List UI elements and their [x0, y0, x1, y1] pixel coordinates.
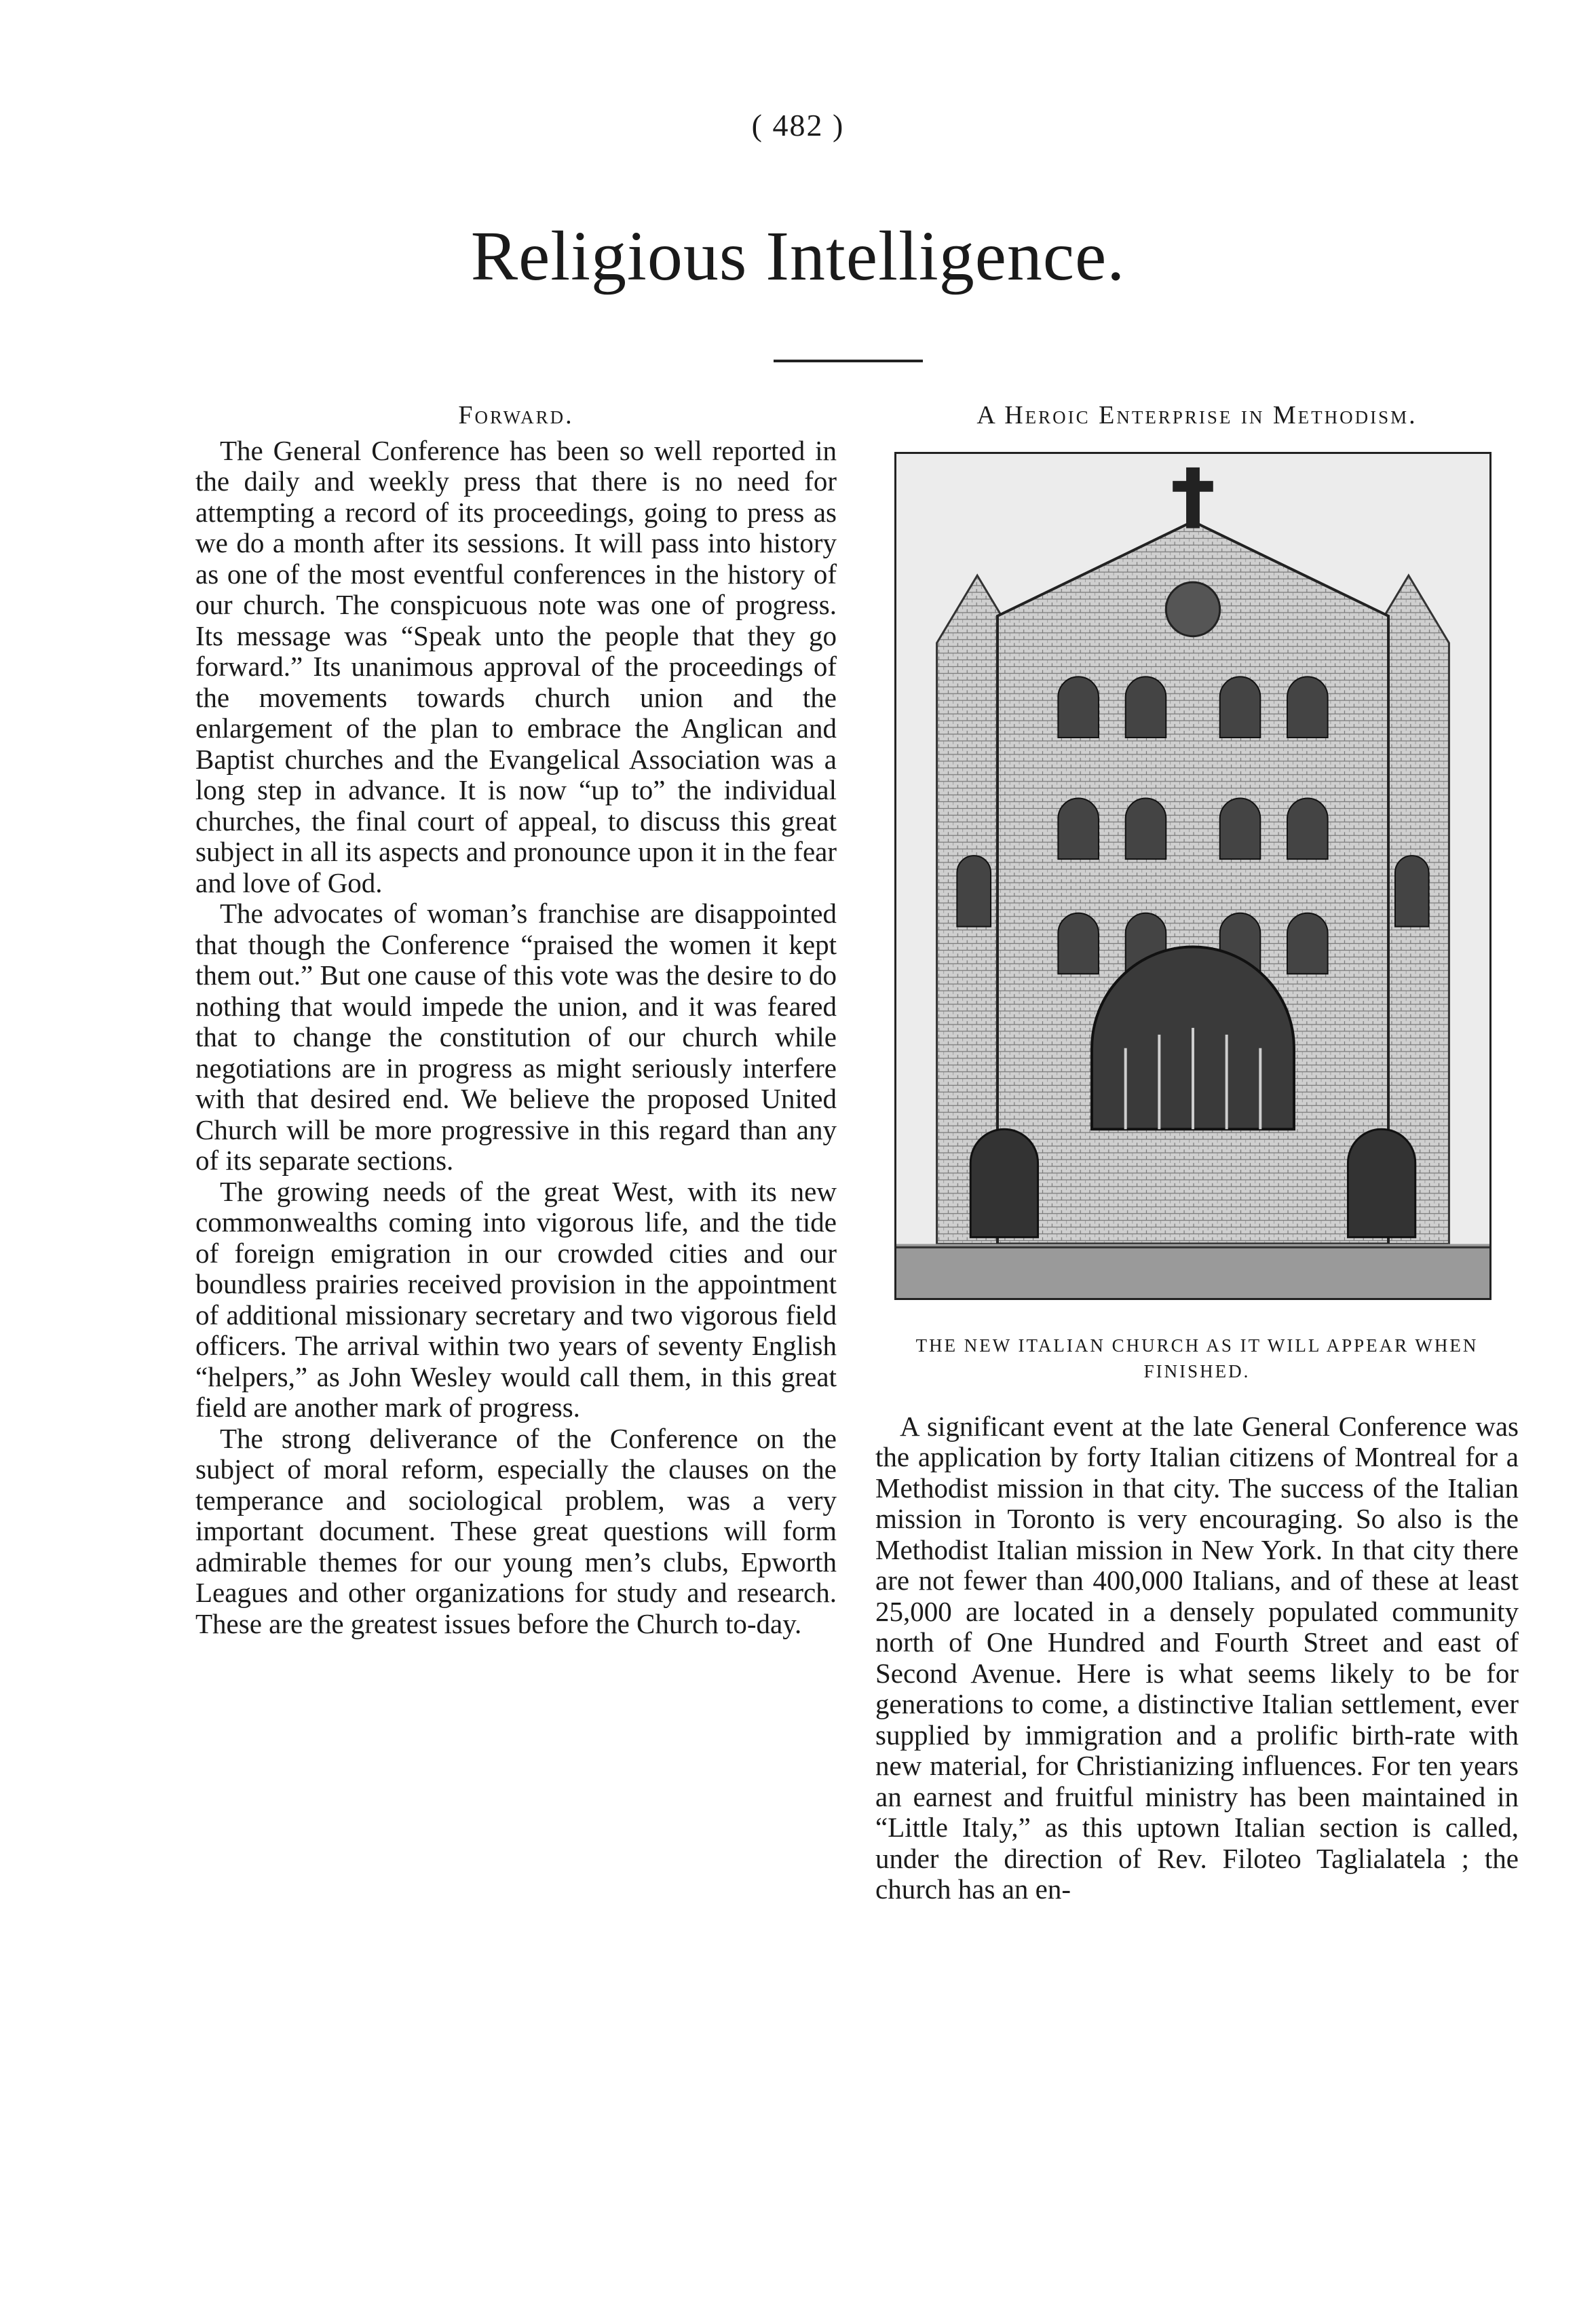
forward-paragraph-3: The growing needs of the great West, with its new commonwealths coming into vigorous life, and the tide of foreign emigration in our crowded cities and our boundless prairies received provision in the appointment of additional missionary secretary and two vigorous field officers. The arrival within two years of seventy English “helpers,” as John Wesley would call them, in this great field are another mark of progress. — [195, 1175, 837, 1423]
title-rule — [774, 360, 923, 362]
page-number: ( 482 ) — [751, 108, 845, 142]
left-column — [195, 400, 837, 1639]
forward-paragraph-2: The advocates of woman’s franchise are disappointed that though the Conference “praised the women it kept them out.” But one cause of this vote was the desire to do nothing that would impede the union, and it was feared that to change the constitution of our church while negotiations are in progress as might seriously interfere with that desired end. We believe the proposed United Church will be more progressive in this regard than any of its separate sections. — [195, 898, 837, 1176]
heroic-paragraph-1: A significant event at the late General Conference was the application by forty Italian citizens of Montreal for a Methodist mission in that city. The success of the Italian mission in Toronto is very encouraging. So also is the Methodist Italian mission in New York. In that city there are not fewer than 400,000 Italians, and of these at least 25,000 are located in a densely populated community north of One Hundred and Fourth Street and east of Second Avenue. Here is what seems likely to be for generations to come, a distinctive Italian settlement, ever supplied by immigration and a prolific birth-rate with new material, for Christianizing influences. For ten years an earnest and fruitful ministry has been maintained in “Little Italy,” as this uptown Italian section is called, under the direction of Rev. Filoteo Taglialatela ; the church has an en- — [875, 1410, 1519, 1905]
forward-paragraph-4: The strong deliverance of the Conference on the subject of moral reform, especially the clauses on the temperance and sociological problem, was a very important document. These great questions will form admirable themes for our young men’s clubs, Epworth Leagues and other organizations for study and research. These are the greatest issues before the Church to-day. — [195, 1422, 837, 1639]
right-column — [875, 400, 1519, 1905]
figure-caption: THE NEW ITALIAN CHURCH AS IT WILL APPEAR WHEN FINISHED. — [915, 1335, 1479, 1381]
forward-heading: Forward. — [458, 401, 574, 429]
page-title: Religious Intelligence. — [470, 217, 1126, 295]
church-drawing — [896, 454, 1489, 1298]
church-illustration — [894, 452, 1492, 1300]
heroic-heading: A Heroic Enterprise in Methodism. — [976, 401, 1418, 429]
forward-paragraph-1: The General Conference has been so well reported in the daily and weekly press that there is no need for attempting a record of its proceedings, going to press as we do a month after its sessions. It will pass into history as one of the most eventful conferences in the history of our church. The conspicuous note was one of progress. Its message was “Speak unto the people that they go forward.” Its unanimous approval of the proceedings of the movements towards church union and the enlargement of the plan to embrace the Anglican and Baptist churches and the Evangelical Association was a long step in advance. It is now “up to” the individual churches, the final court of appeal, to discuss this great subject in all its aspects and pronounce upon it in the fear and love of God. — [195, 434, 837, 898]
